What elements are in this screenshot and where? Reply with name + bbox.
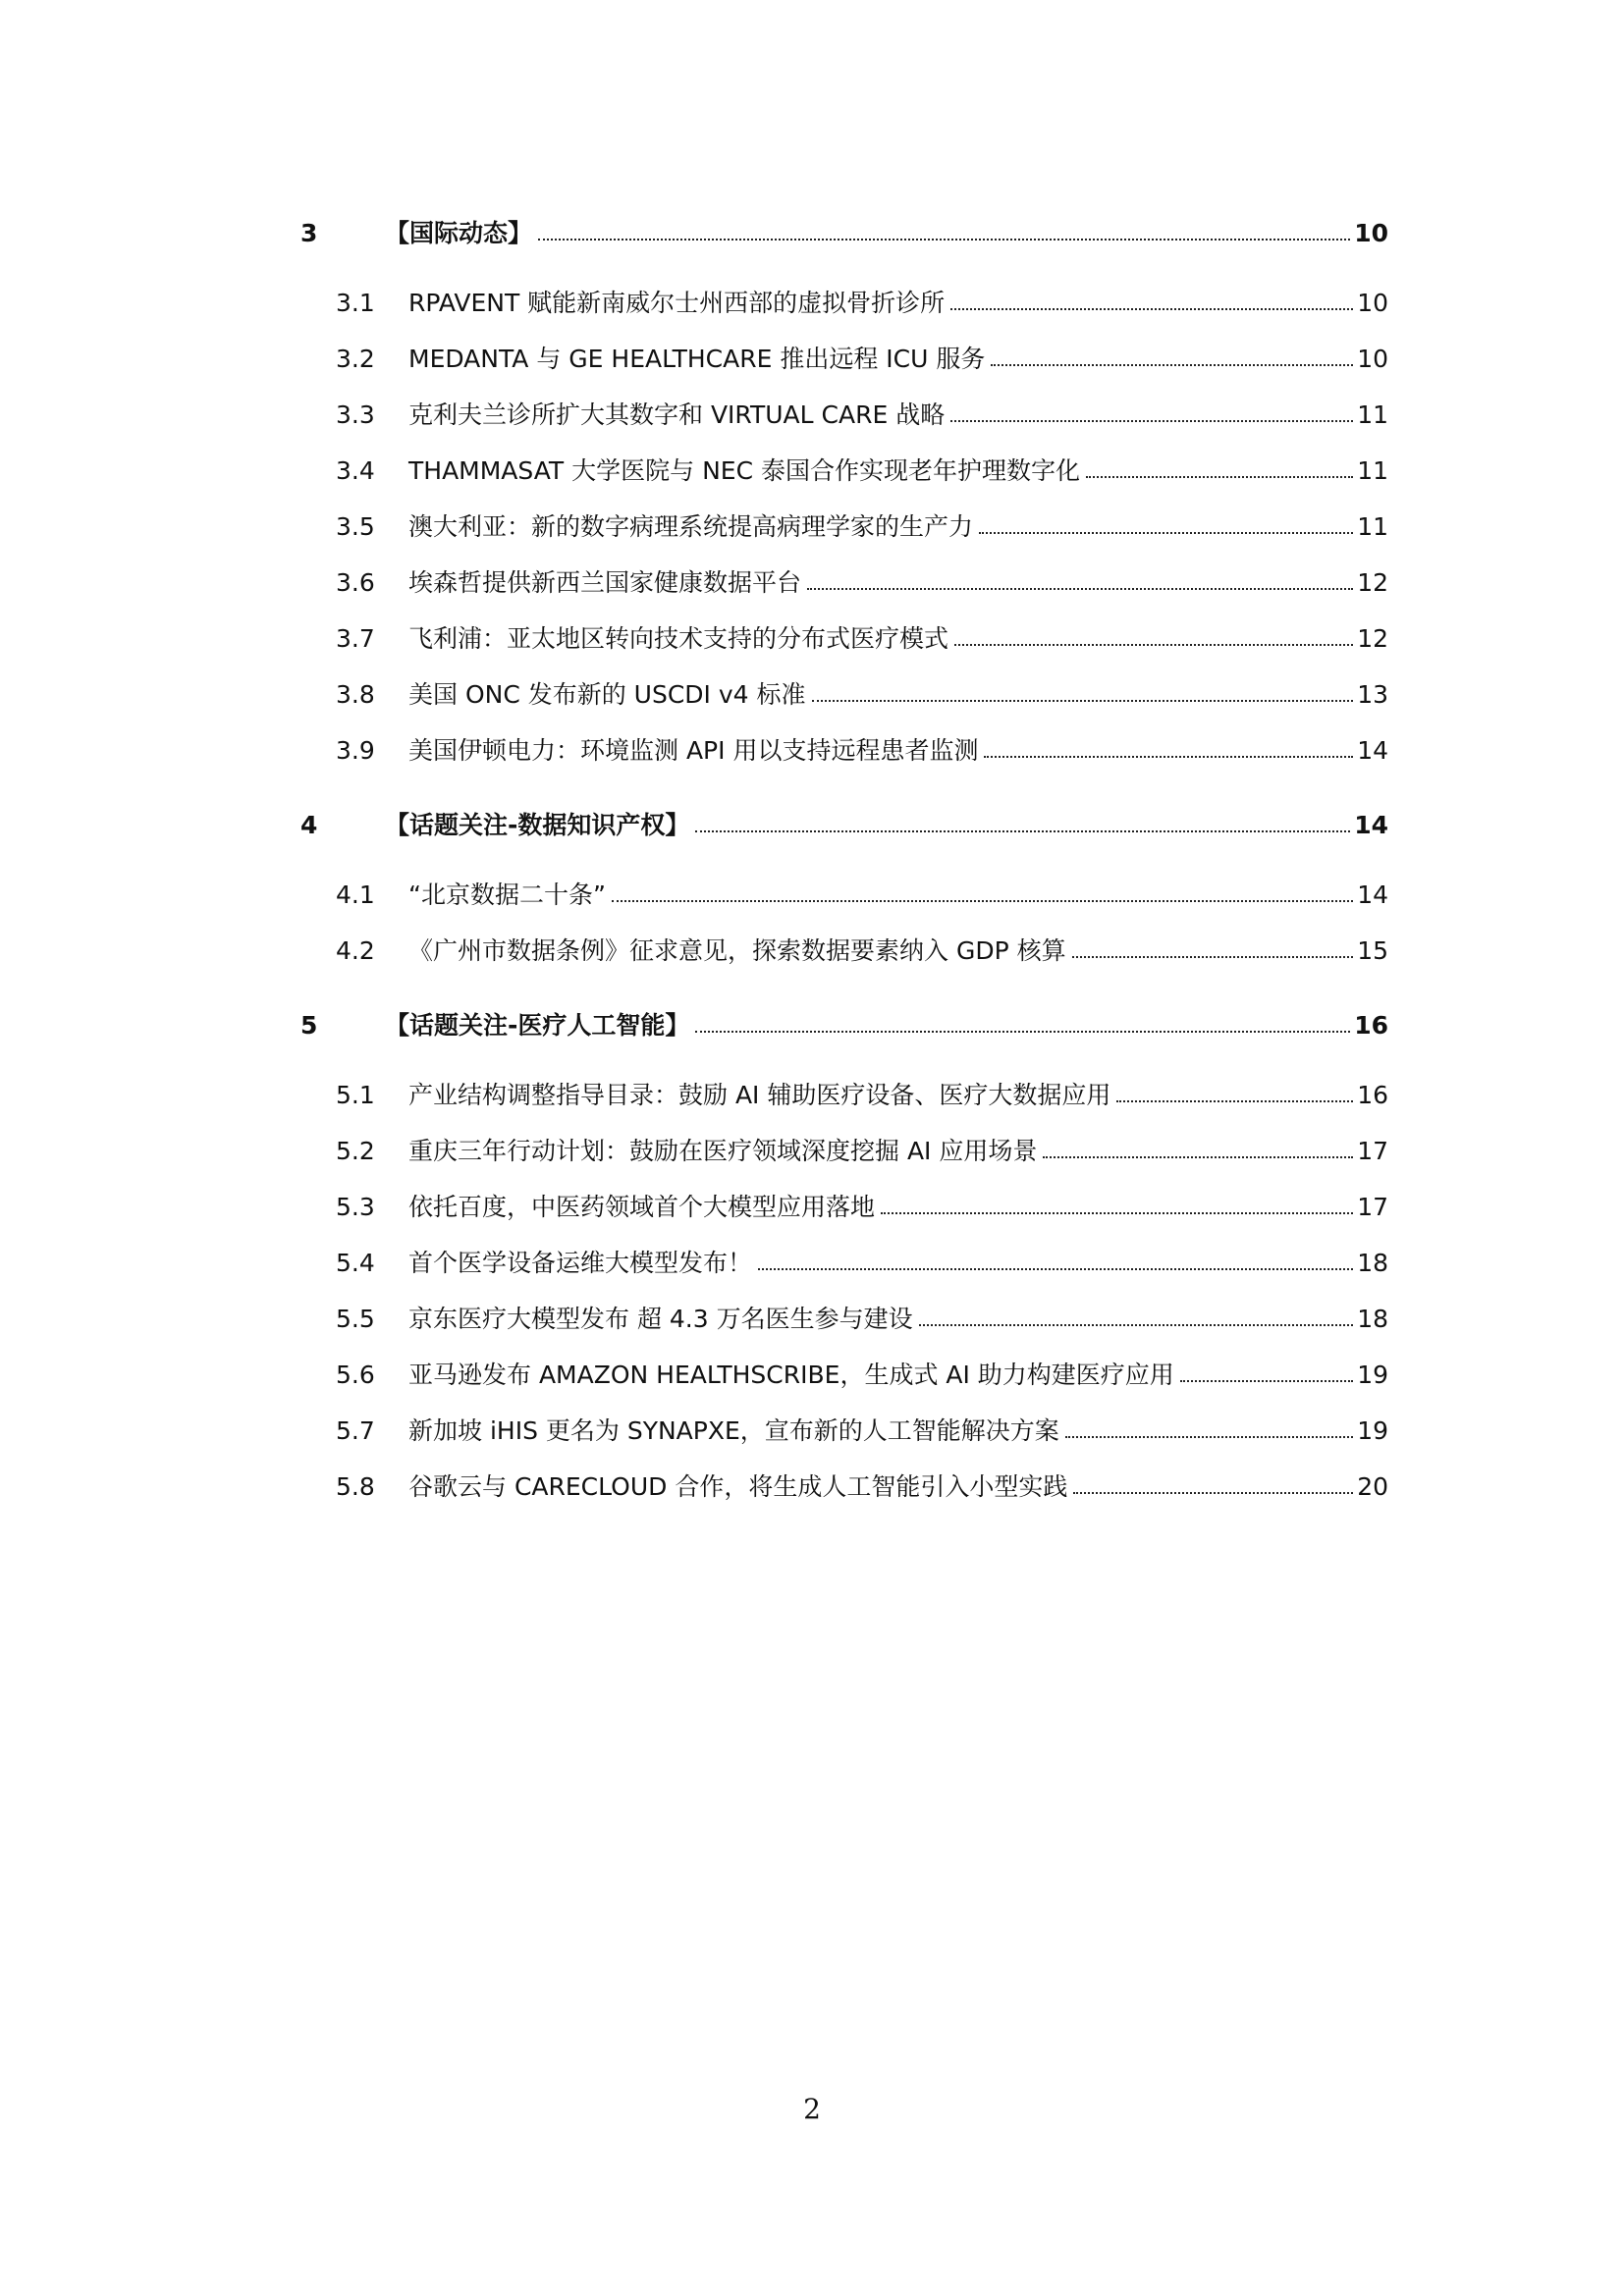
toc-subsection-entry[interactable]	[300, 1163, 1388, 1219]
toc-entry-number: 3.1	[336, 289, 375, 317]
toc-subsection-entry[interactable]	[300, 651, 1388, 707]
toc-entry-number: 5.5	[336, 1305, 375, 1333]
toc-entry-title: 产业结构调整指导目录：鼓励 AI 辅助医疗设备、医疗大数据应用	[408, 1081, 1111, 1109]
toc-entry-page: 14	[1357, 881, 1388, 909]
toc-entry-number: 3.5	[336, 512, 375, 541]
table-of-contents	[300, 187, 1388, 1499]
toc-entry-title: 京东医疗大模型发布 超 4.3 万名医生参与建设	[408, 1305, 913, 1333]
toc-dot-leader	[881, 1212, 1353, 1214]
toc-entry-title: 【话题关注-数据知识产权】	[385, 811, 690, 839]
toc-dot-leader	[695, 1031, 1350, 1033]
toc-section-entry[interactable]	[300, 979, 1388, 1038]
toc-entry-title: 首个医学设备运维大模型发布！	[408, 1249, 753, 1277]
toc-entry-page: 15	[1357, 936, 1388, 965]
toc-dot-leader	[950, 420, 1353, 422]
toc-entry-number: 5.3	[336, 1193, 375, 1221]
toc-entry-page: 10	[1357, 289, 1388, 317]
toc-dot-leader	[1180, 1380, 1353, 1382]
toc-dot-leader	[979, 532, 1353, 534]
toc-entry-number: 5.7	[336, 1416, 375, 1445]
toc-dot-leader	[812, 700, 1354, 702]
toc-subsection-entry[interactable]	[300, 315, 1388, 371]
toc-entry-title: 谷歌云与 CARECLOUD 合作，将生成人工智能引入小型实践	[408, 1472, 1068, 1501]
toc-dot-leader	[695, 830, 1350, 832]
toc-entry-number: 3.9	[336, 736, 375, 765]
page-number: 2	[803, 2093, 821, 2125]
toc-entry-page: 18	[1357, 1249, 1388, 1277]
toc-entry-number: 3.3	[336, 400, 375, 429]
toc-entry-number: 4.1	[336, 881, 375, 909]
toc-entry-title: “北京数据二十条”	[408, 881, 606, 909]
toc-entry-title: 澳大利亚：新的数字病理系统提高病理学家的生产力	[408, 512, 974, 541]
toc-dot-leader	[991, 364, 1353, 366]
toc-entry-number: 5	[300, 1011, 318, 1040]
toc-section-entry[interactable]	[300, 778, 1388, 837]
toc-entry-number: 3.4	[336, 456, 375, 485]
toc-subsection-entry[interactable]	[300, 1219, 1388, 1275]
toc-entry-page: 17	[1357, 1137, 1388, 1165]
toc-subsection-entry[interactable]	[300, 483, 1388, 539]
toc-dot-leader	[538, 239, 1350, 240]
toc-subsection-entry[interactable]	[300, 1107, 1388, 1163]
toc-entry-page: 12	[1357, 624, 1388, 653]
toc-entry-title: 亚马逊发布 AMAZON HEALTHSCRIBE，生成式 AI 助力构建医疗应用	[408, 1361, 1174, 1389]
toc-entry-page: 11	[1357, 456, 1388, 485]
toc-dot-leader	[1043, 1156, 1353, 1158]
toc-entry-title: 克利夫兰诊所扩大其数字和 VIRTUAL CARE 战略	[408, 400, 946, 429]
toc-section-entry[interactable]	[300, 187, 1388, 245]
toc-subsection-entry[interactable]	[300, 259, 1388, 315]
toc-subsection-entry[interactable]	[300, 1387, 1388, 1443]
toc-entry-title: MEDANTA 与 GE HEALTHCARE 推出远程 ICU 服务	[408, 345, 986, 373]
toc-entry-number: 4.2	[336, 936, 375, 965]
toc-dot-leader	[1116, 1100, 1353, 1102]
toc-entry-title: 《广州市数据条例》征求意见，探索数据要素纳入 GDP 核算	[408, 936, 1066, 965]
toc-entry-number: 5.4	[336, 1249, 375, 1277]
toc-entry-number: 5.2	[336, 1137, 375, 1165]
toc-entry-title: 美国伊顿电力：环境监测 API 用以支持远程患者监测	[408, 736, 979, 765]
toc-entry-page: 13	[1357, 680, 1388, 709]
toc-entry-page: 12	[1357, 568, 1388, 597]
toc-dot-leader	[807, 588, 1353, 590]
toc-entry-title: 【国际动态】	[385, 219, 533, 247]
toc-entry-number: 3.8	[336, 680, 375, 709]
toc-entry-page: 10	[1354, 219, 1388, 247]
toc-entry-page: 17	[1357, 1193, 1388, 1221]
toc-dot-leader	[612, 900, 1353, 902]
toc-entry-page: 19	[1357, 1416, 1388, 1445]
toc-entry-page: 18	[1357, 1305, 1388, 1333]
toc-subsection-entry[interactable]	[300, 907, 1388, 963]
toc-subsection-entry[interactable]	[300, 595, 1388, 651]
toc-entry-page: 20	[1357, 1472, 1388, 1501]
toc-entry-page: 14	[1354, 811, 1388, 839]
toc-entry-page: 11	[1357, 400, 1388, 429]
toc-dot-leader	[1073, 1492, 1353, 1494]
toc-dot-leader	[1086, 476, 1353, 478]
toc-entry-number: 3.6	[336, 568, 375, 597]
toc-entry-title: 重庆三年行动计划：鼓励在医疗领域深度挖掘 AI 应用场景	[408, 1137, 1038, 1165]
toc-entry-page: 10	[1357, 345, 1388, 373]
toc-entry-page: 14	[1357, 736, 1388, 765]
toc-entry-title: RPAVENT 赋能新南威尔士州西部的虚拟骨折诊所	[408, 289, 946, 317]
toc-entry-title: 埃森哲提供新西兰国家健康数据平台	[408, 568, 802, 597]
toc-entry-title: 依托百度，中医药领域首个大模型应用落地	[408, 1193, 876, 1221]
toc-subsection-entry[interactable]	[300, 427, 1388, 483]
toc-entry-page: 16	[1357, 1081, 1388, 1109]
toc-entry-number: 5.8	[336, 1472, 375, 1501]
toc-entry-title: 美国 ONC 发布新的 USCDI v4 标准	[408, 680, 806, 709]
toc-entry-number: 4	[300, 811, 318, 839]
toc-dot-leader	[984, 756, 1353, 758]
toc-entry-title: 新加坡 iHIS 更名为 SYNAPXE，宣布新的人工智能解决方案	[408, 1416, 1059, 1445]
toc-entry-number: 3	[300, 219, 318, 247]
toc-dot-leader	[954, 644, 1353, 646]
toc-dot-leader	[1065, 1436, 1353, 1438]
toc-entry-title: 飞利浦：亚太地区转向技术支持的分布式医疗模式	[408, 624, 949, 653]
toc-entry-number: 5.1	[336, 1081, 375, 1109]
toc-entry-title: 【话题关注-医疗人工智能】	[385, 1011, 690, 1040]
toc-entry-page: 11	[1357, 512, 1388, 541]
toc-dot-leader	[950, 308, 1353, 310]
toc-subsection-entry[interactable]	[300, 371, 1388, 427]
toc-dot-leader	[758, 1268, 1353, 1270]
toc-entry-title: THAMMASAT 大学医院与 NEC 泰国合作实现老年护理数字化	[408, 456, 1080, 485]
toc-dot-leader	[919, 1324, 1354, 1326]
toc-subsection-entry[interactable]	[300, 1051, 1388, 1107]
toc-subsection-entry[interactable]	[300, 851, 1388, 907]
toc-subsection-entry[interactable]	[300, 1275, 1388, 1331]
toc-subsection-entry[interactable]	[300, 539, 1388, 595]
toc-subsection-entry[interactable]	[300, 1443, 1388, 1499]
toc-entry-number: 3.2	[336, 345, 375, 373]
toc-dot-leader	[1072, 956, 1354, 958]
toc-subsection-entry[interactable]	[300, 1331, 1388, 1387]
toc-entry-page: 19	[1357, 1361, 1388, 1389]
toc-entry-number: 5.6	[336, 1361, 375, 1389]
toc-entry-page: 16	[1354, 1011, 1388, 1040]
toc-subsection-entry[interactable]	[300, 707, 1388, 763]
toc-entry-number: 3.7	[336, 624, 375, 653]
